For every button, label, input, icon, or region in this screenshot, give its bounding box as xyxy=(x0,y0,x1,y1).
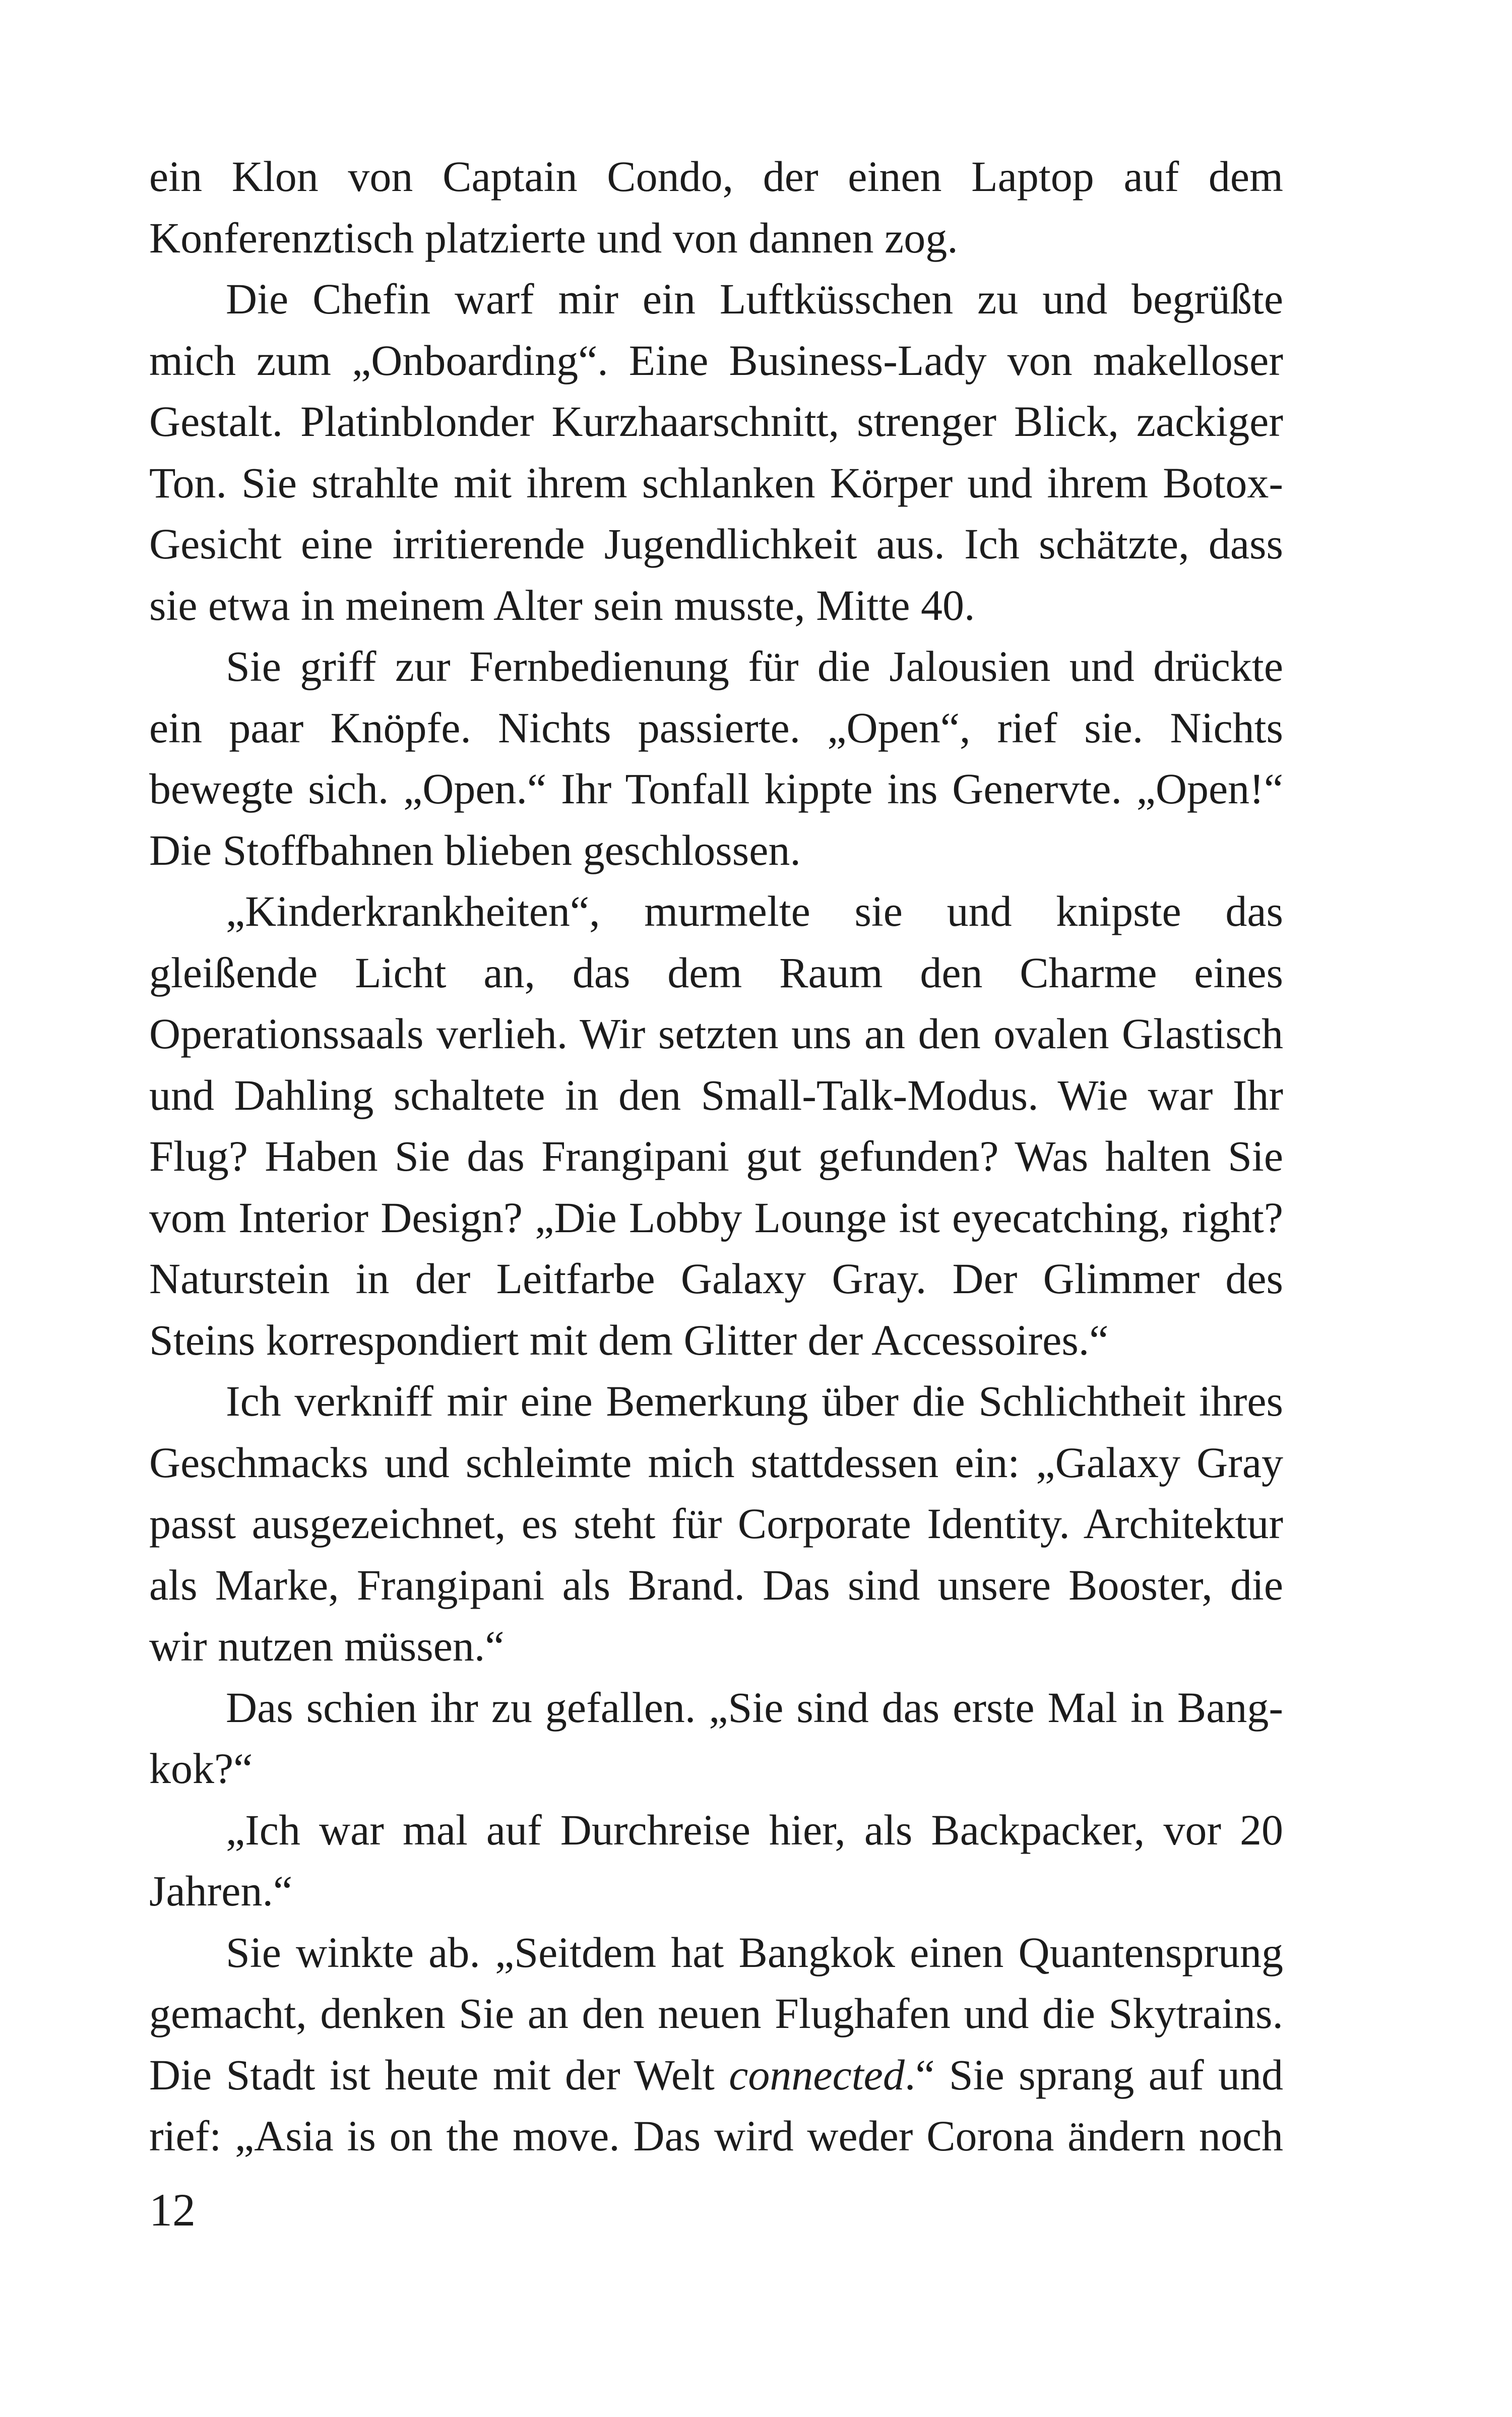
text-line: sie etwa in meinem Alter sein musste, Mitte 40. xyxy=(149,581,975,629)
text-line: Ton. Sie strahlte mit ihrem schlanken Körper und ihrem Botox- xyxy=(149,458,1283,507)
text-line: Steins korrespondiert mit dem Glitter der Accessoires.“ xyxy=(149,1315,1109,1364)
text-line: wir nutzen müssen.“ xyxy=(149,1622,505,1670)
body-text xyxy=(149,146,1283,2167)
text-line: bewegte sich. „Open.“ Ihr Tonfall kippte ins Genervte. „Open!“ xyxy=(149,765,1283,813)
text-line: Konferenztisch platzierte und von dannen zog. xyxy=(149,213,958,262)
text-line: Gestalt. Platinblonder Kurzhaarschnitt, strenger Blick, zackiger xyxy=(149,397,1283,446)
text-line: mich zum „Onboarding“. Eine Business-Lady von makelloser xyxy=(149,336,1283,385)
text-line: Gesicht eine irritierende Jugendlichkeit aus. Ich schätzte, dass xyxy=(149,520,1283,568)
text-line: und Dahling schaltete in den Small-Talk-Modus. Wie war Ihr xyxy=(149,1070,1283,1119)
text-line: vom Interior Design? „Die Lobby Lounge ist eyecatching, right? xyxy=(149,1193,1283,1242)
text-line: Geschmacks und schleimte mich stattdessen ein: „Galaxy Gray xyxy=(149,1438,1283,1487)
text-segment: Die Stadt ist heute mit der Welt xyxy=(149,2050,729,2099)
text-line: „Kinderkrankheiten“, murmelte sie und knipste das xyxy=(226,887,1283,935)
italic-word: connected xyxy=(729,2050,905,2099)
text-line: Sie griff zur Fernbedienung für die Jalousien und drückte xyxy=(226,642,1283,690)
text-line: kok?“ xyxy=(149,1744,253,1793)
text-segment: .“ Sie sprang auf und xyxy=(904,2050,1283,2099)
page-number: 12 xyxy=(149,2184,196,2236)
text-line: Sie winkte ab. „Seitdem hat Bangkok einen Quantensprung xyxy=(226,1928,1283,1977)
text-line: Ich verkniff mir eine Bemerkung über die Schlichtheit ihres xyxy=(226,1377,1283,1425)
text-line: Das schien ihr zu gefallen. „Sie sind das erste Mal in Bang- xyxy=(226,1683,1283,1732)
text-line: Jahren.“ xyxy=(149,1867,293,1915)
text-line: gleißende Licht an, das dem Raum den Charme eines xyxy=(149,948,1283,997)
text-line: Operationssaals verlieh. Wir setzten uns an den ovalen Glastisch xyxy=(149,1009,1283,1058)
text-line: Die Chefin warf mir ein Luftküsschen zu und begrüßte xyxy=(226,275,1283,323)
text-line: rief: „Asia is on the move. Das wird weder Corona ändern noch xyxy=(149,2112,1283,2160)
text-line: passt ausgezeichnet, es steht für Corporate Identity. Architektur xyxy=(149,1499,1283,1548)
text-line: als Marke, Frangipani als Brand. Das sind unsere Booster, die xyxy=(149,1560,1283,1609)
text-line: ein Klon von Captain Condo, der einen Laptop auf dem xyxy=(149,152,1283,201)
text-line: „Ich war mal auf Durchreise hier, als Backpacker, vor 20 xyxy=(226,1805,1283,1854)
text-line: Die Stoffbahnen blieben geschlossen. xyxy=(149,825,801,874)
text-line xyxy=(149,2045,1283,2106)
text-line: Flug? Haben Sie das Frangipani gut gefunden? Was halten Sie xyxy=(149,1132,1283,1180)
text-line: Naturstein in der Leitfarbe Galaxy Gray. Der Glimmer des xyxy=(149,1254,1283,1303)
text-line: ein paar Knöpfe. Nichts passierte. „Open“, rief sie. Nichts xyxy=(149,703,1283,752)
text-line: gemacht, denken Sie an den neuen Flughafen und die Skytrains. xyxy=(149,1989,1283,2038)
